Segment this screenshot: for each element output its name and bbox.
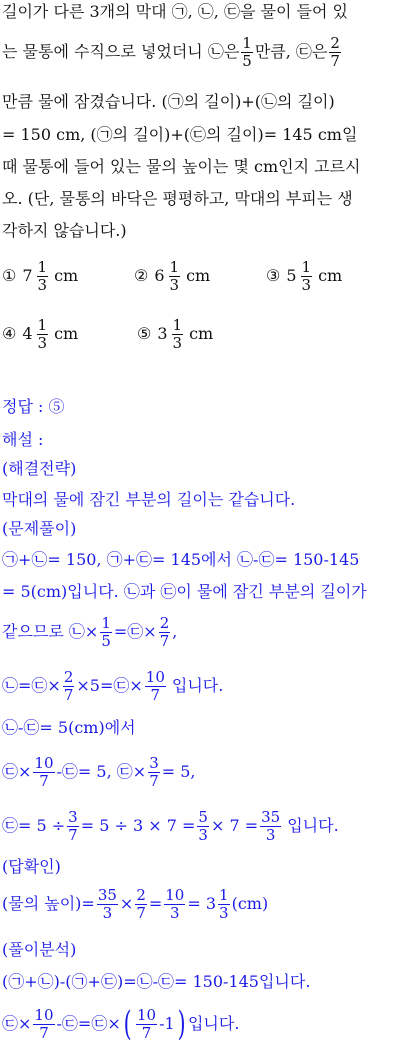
check-line: (물의 높이)= $\frac{35}{3}$ × $\frac{2}{7}$ = $\frac{10}{3}$ = 3 $\frac{1}{3}$ (cm)	[2, 885, 269, 922]
choice-3[interactable]: ③ 5 $\frac{1}{3}$ cm	[266, 257, 343, 294]
analysis-heading: (풀이분석)	[2, 940, 77, 959]
solve-line-7: ㉢= 5 ÷ $\frac{3}{7}$ = 5 ÷ 3 × 7 = $\frac{5}{3}$ × 7 = $\frac{35}{3}$ 입니다.	[2, 807, 339, 844]
problem-line-3: 만큼 물에 잠겼습니다. (㉠의 길이)+(㉡의 길이)	[2, 92, 335, 111]
problem-line-2-text-b: 만큼, ㉢은	[254, 42, 328, 61]
choice-2[interactable]: ② 6 $\frac{1}{3}$ cm	[134, 257, 211, 294]
strategy-heading: (해결전략)	[2, 459, 77, 478]
solve-line-6: ㉢× $\frac{10}{7}$ -㉢= 5, ㉢× $\frac{3}{7}$ = 5,	[2, 753, 196, 790]
explanation-label: 해설 :	[2, 430, 44, 449]
solve-line-5: ㉡-㉢= 5(cm)에서	[2, 718, 136, 737]
choice-4[interactable]: ④ 4 $\frac{1}{3}$ cm	[2, 315, 79, 352]
choice-number: ③	[266, 266, 281, 285]
strategy-text: 막대의 물에 잠긴 부분의 길이는 같습니다.	[2, 490, 296, 509]
choice-number: ①	[2, 266, 17, 285]
check-heading: (답확인)	[2, 857, 61, 876]
choice-number: ④	[2, 324, 17, 343]
choices-row-2	[2, 314, 398, 354]
problem-line-4: = 150 cm, (㉠의 길이)+(㉢의 길이)= 145 cm일	[2, 125, 358, 144]
solve-line-3: 같으므로 ㉡× $\frac{1}{5}$ =㉢× $\frac{2}{7}$ ,	[2, 613, 178, 650]
choice-number: ⑤	[137, 324, 152, 343]
fraction-one-fifth: $\frac{1}{5}$	[242, 33, 252, 70]
solve-heading: (문제풀이)	[2, 519, 77, 538]
solve-line-1: ㉠+㉡= 150, ㉠+㉢= 145에서 ㉡-㉢= 150-145	[2, 550, 360, 569]
problem-line-5: 때 물통에 들어 있는 물의 높이는 몇 cm인지 고르시	[2, 157, 361, 176]
choice-5[interactable]: ⑤ 3 $\frac{1}{3}$ cm	[137, 315, 214, 352]
solve-line-2: = 5(cm)입니다. ㉡과 ㉢이 물에 잠긴 부분의 길이가	[2, 582, 367, 601]
choice-number: ②	[134, 266, 149, 285]
solve-line-4: ㉡=㉢× $\frac{2}{7}$ ×5=㉢× $\frac{10}{7}$ 입니다.	[2, 667, 224, 704]
problem-line-7: 각하지 않습니다.)	[2, 221, 127, 240]
problem-line-1: 길이가 다른 3개의 막대 ㉠, ㉡, ㉢을 물이 들어 있	[2, 2, 348, 21]
analysis-line-2: ㉢× $\frac{10}{7}$ -㉢=㉢× ( $\frac{10}{7}$ -1 ) 입니다.	[2, 1004, 240, 1044]
problem-line-2	[2, 32, 398, 72]
choices-row-1	[2, 256, 398, 296]
fraction-two-sevenths: $\frac{2}{7}$	[330, 33, 340, 70]
analysis-line-1: (㉠+㉡)-(㉠+㉢)=㉡-㉢= 150-145입니다.	[2, 972, 311, 991]
choice-1[interactable]: ① 7 $\frac{1}{3}$ cm	[2, 257, 79, 294]
answer-line: 정답 : ⑤	[2, 397, 65, 416]
problem-line-6: 오. (단, 물통의 바닥은 평평하고, 막대의 부피는 생	[2, 189, 353, 208]
problem-line-2-text: 는 물통에 수직으로 넣었더니 ㉡은	[2, 42, 240, 61]
